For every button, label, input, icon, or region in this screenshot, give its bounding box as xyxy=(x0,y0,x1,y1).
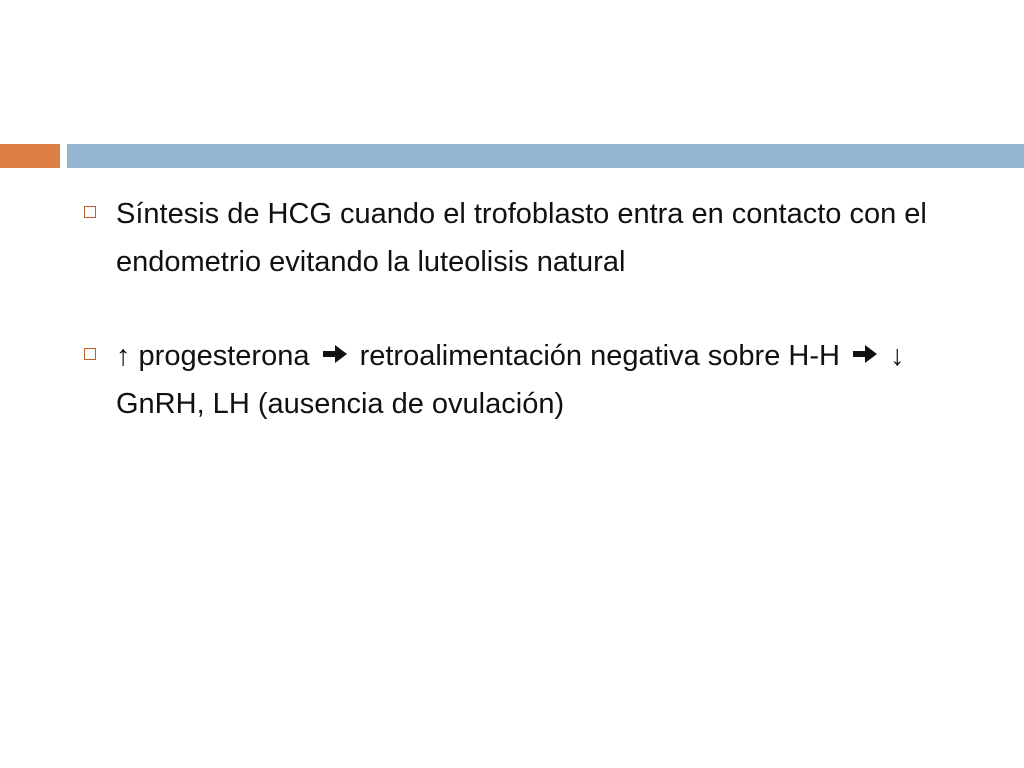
square-bullet-icon xyxy=(84,206,96,218)
bullet-item-hcg xyxy=(80,190,960,286)
bullet-list xyxy=(80,190,960,474)
bullet-text-part-1: ↑ progesterona xyxy=(116,340,310,372)
accent-bar-orange xyxy=(0,144,60,168)
right-arrow-icon xyxy=(322,343,348,365)
bullet-item-progesterona xyxy=(80,332,960,428)
accent-bar-blue xyxy=(67,144,1024,168)
bullet-text-part-2: retroalimentación negativa sobre H-H xyxy=(359,340,840,372)
bullet-text-part-3: ↓ GnRH, LH (ausencia de ovulación) xyxy=(116,340,905,420)
right-arrow-icon xyxy=(852,343,878,365)
square-bullet-icon xyxy=(84,348,96,360)
bullet-text: Síntesis de HCG cuando el trofoblasto entra en contacto con el endometrio evitando la luteolisis natural xyxy=(116,198,927,278)
